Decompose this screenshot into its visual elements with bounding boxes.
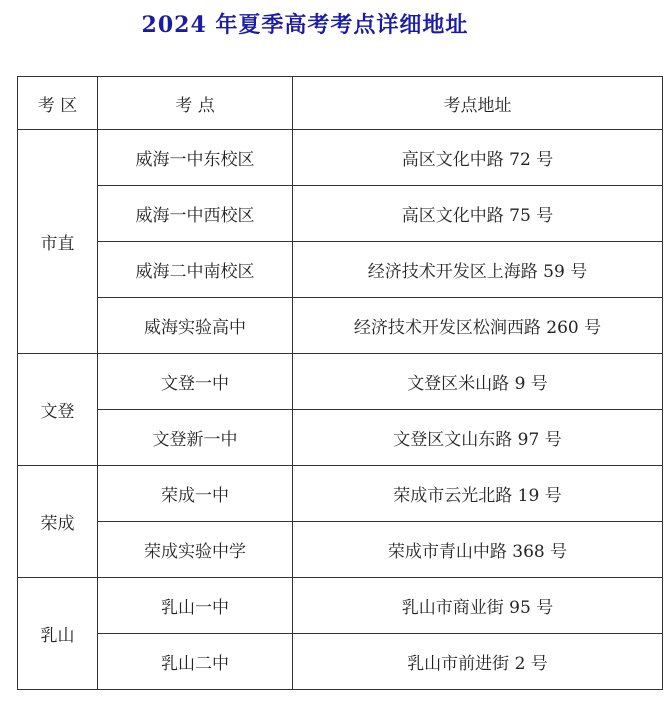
table-row [18, 410, 663, 466]
site-cell: 文登新一中 [98, 410, 293, 466]
site-cell: 文登一中 [98, 354, 293, 410]
address-cell: 高区文化中路 72 号 [293, 130, 663, 186]
table-row [18, 242, 663, 298]
table-row [18, 634, 663, 690]
district-cell: 文登 [18, 354, 98, 466]
address-cell: 高区文化中路 75 号 [293, 186, 663, 242]
address-cell: 乳山市前进街 2 号 [293, 634, 663, 690]
site-cell: 威海实验高中 [98, 298, 293, 354]
site-cell: 荣成一中 [98, 466, 293, 522]
table-row [18, 522, 663, 578]
header-address: 考点地址 [293, 77, 663, 130]
address-cell: 文登区文山东路 97 号 [293, 410, 663, 466]
site-cell: 威海二中南校区 [98, 242, 293, 298]
table-row [18, 130, 663, 186]
page-title: 2024 年夏季高考考点详细地址 [141, 12, 469, 38]
table-row [18, 186, 663, 242]
table-header-row [18, 77, 663, 130]
site-cell: 威海一中东校区 [98, 130, 293, 186]
site-cell: 乳山二中 [98, 634, 293, 690]
address-cell: 荣成市云光北路 19 号 [293, 466, 663, 522]
district-cell: 市直 [18, 130, 98, 354]
district-cell: 乳山 [18, 578, 98, 690]
table-row [18, 466, 663, 522]
site-cell: 荣成实验中学 [98, 522, 293, 578]
table-row [18, 354, 663, 410]
header-site: 考 点 [98, 77, 293, 130]
address-cell: 文登区米山路 9 号 [293, 354, 663, 410]
address-cell: 荣成市青山中路 368 号 [293, 522, 663, 578]
table-row [18, 298, 663, 354]
district-cell: 荣成 [18, 466, 98, 578]
exam-site-table [17, 76, 663, 690]
address-cell: 经济技术开发区上海路 59 号 [293, 242, 663, 298]
site-cell: 威海一中西校区 [98, 186, 293, 242]
address-cell: 乳山市商业街 95 号 [293, 578, 663, 634]
header-district: 考 区 [18, 77, 98, 130]
table-row [18, 578, 663, 634]
site-cell: 乳山一中 [98, 578, 293, 634]
address-cell: 经济技术开发区松涧西路 260 号 [293, 298, 663, 354]
